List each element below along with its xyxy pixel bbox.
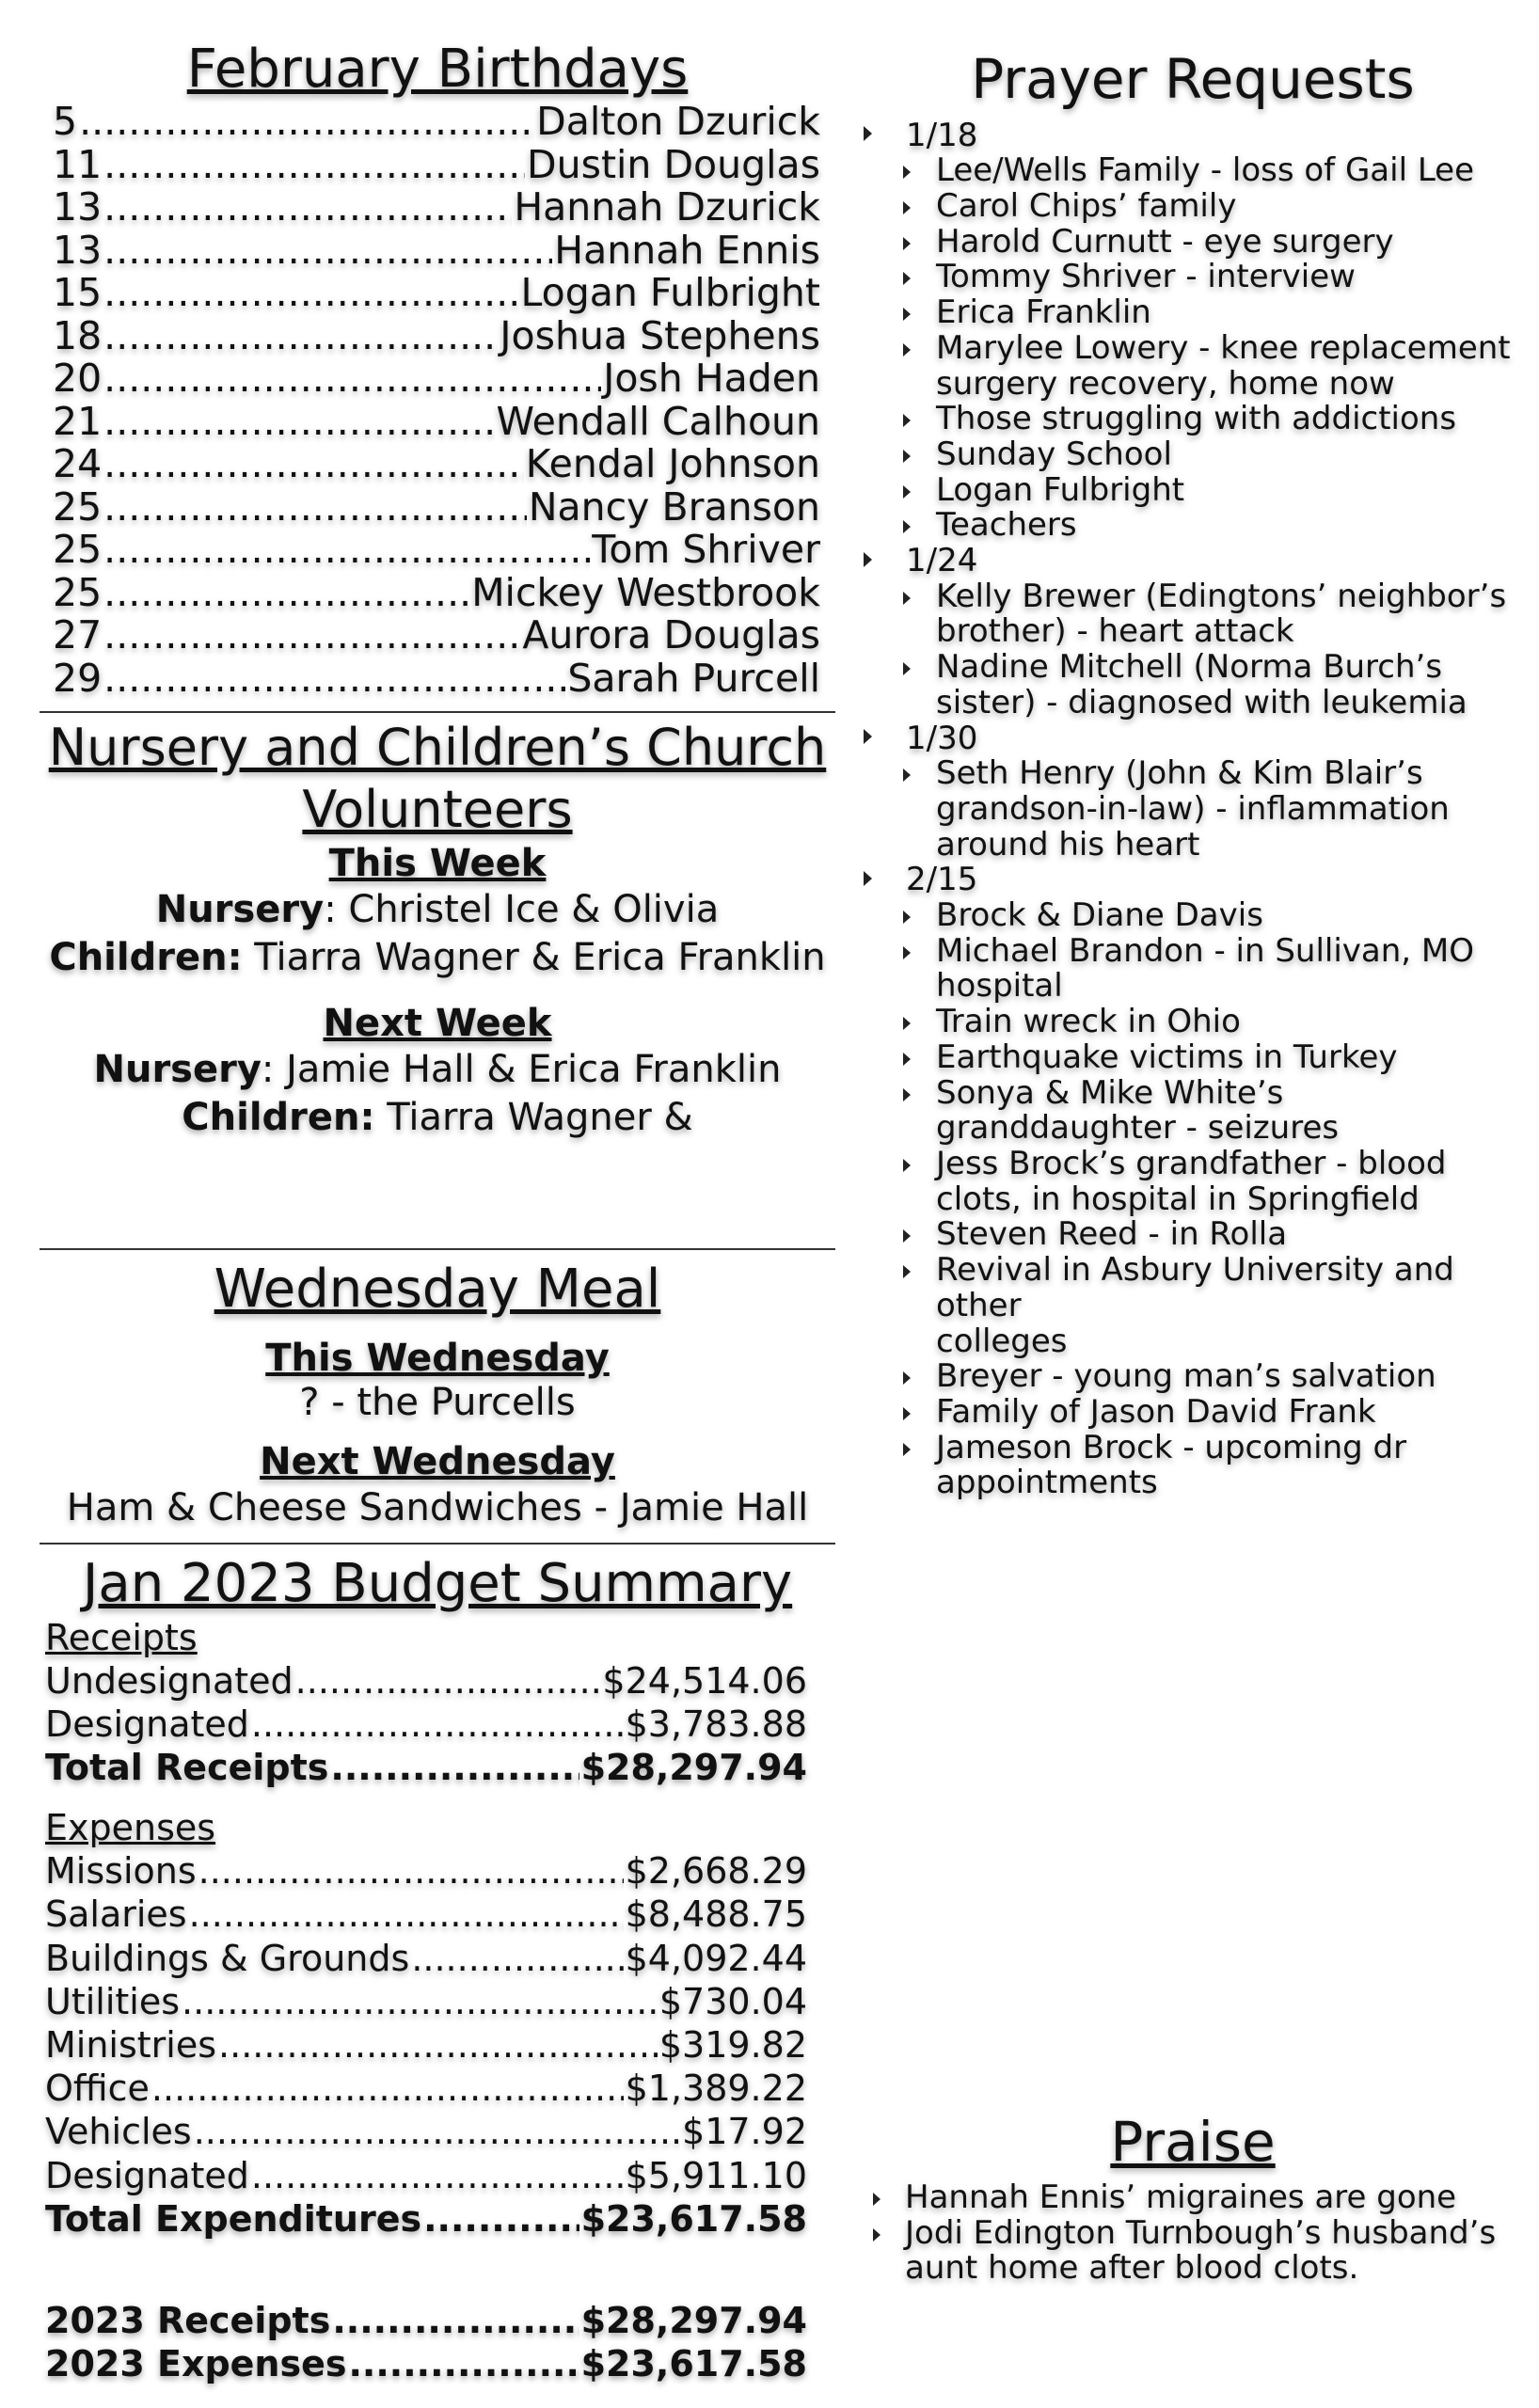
triangle-bullet-icon — [903, 308, 911, 321]
praise-item — [873, 2180, 1531, 2216]
birthday-row — [53, 483, 820, 530]
prayer-items — [864, 898, 1522, 1501]
triangle-bullet-icon — [873, 2193, 881, 2206]
praise-title: Praise — [1110, 2110, 1276, 2174]
prayer-date-label: 1/24 — [906, 542, 978, 580]
request-text — [936, 153, 1474, 189]
request-text — [936, 1392, 1376, 1431]
prayer-item — [864, 260, 1522, 295]
request-text — [936, 222, 1394, 261]
section-divider — [40, 1248, 835, 1250]
leader-dots — [103, 315, 498, 358]
prayer-item — [864, 437, 1522, 473]
prayer-date-label: 1/18 — [906, 116, 978, 154]
request-line: Kelly Brewer (Edingtons’ neighbor’s — [936, 577, 1507, 615]
triangle-bullet-icon — [903, 485, 911, 499]
birthday-name: Tom Shriver — [592, 527, 820, 573]
this-week-heading: This Week — [328, 842, 547, 886]
prayer-item — [864, 328, 1522, 403]
prayer-item — [864, 1392, 1522, 1431]
leader-dots — [103, 230, 552, 273]
receipts-heading: Receipts — [45, 1616, 198, 1658]
request-line: surgery recovery, home now — [936, 364, 1395, 403]
triangle-bullet-icon — [903, 592, 911, 605]
leader-dots — [295, 1659, 601, 1703]
birthday-row — [53, 569, 820, 615]
prayer-item — [864, 402, 1522, 437]
birthday-row — [53, 141, 820, 187]
triangle-bullet-icon — [903, 1017, 911, 1030]
row-amount: $28,297.94 — [580, 2300, 807, 2341]
prayer-item — [864, 189, 1522, 225]
budget-title: Jan 2023 Budget Summary — [82, 1553, 793, 1615]
birthday-name: Hannah Dzurick — [514, 184, 820, 230]
birthday-name: Aurora Douglas — [522, 612, 820, 658]
this-wednesday-heading: This Wednesday — [265, 1337, 610, 1381]
birthday-name: Logan Fulbright — [520, 270, 820, 316]
triangle-bullet-icon — [903, 450, 911, 463]
expense-row — [45, 1980, 807, 2023]
prayer-date — [864, 116, 1522, 154]
prayer-item — [864, 508, 1522, 544]
row-amount: $5,911.10 — [625, 2154, 807, 2196]
triangle-bullet-icon — [873, 2228, 881, 2242]
row-amount: $24,514.06 — [602, 1659, 807, 1702]
receipts-list — [45, 1659, 807, 1746]
prayer-item — [864, 898, 1522, 934]
birthday-day: 11 — [53, 141, 103, 187]
prayer-items — [864, 579, 1522, 721]
request-line: Tommy Shriver - interview — [936, 258, 1356, 296]
leader-dots — [251, 2154, 624, 2197]
request-line: appointments — [936, 1464, 1158, 1502]
request-text — [936, 437, 1172, 473]
row-amount: $23,617.58 — [580, 2197, 807, 2240]
right-column — [864, 38, 1522, 1501]
prayer-items — [864, 756, 1522, 863]
request-line: Seth Henry (John & Kim Blair’s — [936, 754, 1423, 793]
volunteers-title-line1: Nursery and Children’s Church — [48, 718, 827, 778]
prayer-date-group — [864, 721, 1522, 863]
prayer-item — [864, 1217, 1522, 1253]
request-text — [936, 650, 1468, 721]
leader-dots — [103, 572, 469, 615]
birthday-name: Dustin Douglas — [527, 141, 820, 187]
left-column — [40, 38, 835, 2385]
leader-dots — [194, 2110, 680, 2153]
prayer-item — [864, 579, 1522, 650]
children-names: Tiarra Wagner & Erica Franklin — [242, 936, 826, 980]
birthday-row — [53, 614, 820, 657]
birthday-row — [53, 443, 820, 486]
request-line: colleges — [936, 1322, 1068, 1360]
prayer-item — [864, 931, 1522, 1006]
expenses-heading: Expenses — [45, 1807, 216, 1849]
row-label: Total Receipts — [45, 1746, 329, 1788]
request-line: Jess Brock’s grandfather - blood — [936, 1144, 1447, 1182]
request-text — [936, 1005, 1241, 1040]
birthday-row — [53, 227, 820, 273]
row-label: 2023 Expenses — [45, 2343, 347, 2385]
birthday-day: 18 — [53, 312, 103, 358]
birthday-day: 5 — [53, 99, 78, 145]
prayer-date — [864, 721, 1522, 757]
prayer-item — [864, 650, 1522, 721]
birthday-name: Hannah Ennis — [554, 227, 820, 273]
leader-dots — [103, 443, 524, 486]
receipt-row — [45, 1659, 807, 1703]
leader-dots — [411, 1937, 623, 1980]
row-label: Vehicles — [45, 2111, 192, 2153]
birthday-name: Josh Haden — [603, 356, 820, 402]
triangle-bullet-icon — [903, 911, 911, 924]
triangle-bullet-icon — [903, 520, 911, 533]
prayer-item — [864, 470, 1522, 509]
prayer-item — [864, 153, 1522, 189]
birthday-row — [53, 529, 820, 572]
children-names: Tiarra Wagner & — [374, 1096, 693, 1140]
request-line: Those struggling with addictions — [936, 400, 1457, 438]
row-label: 2023 Receipts — [45, 2300, 331, 2341]
prayer-item — [864, 222, 1522, 261]
request-line: sister) - diagnosed with leukemia — [936, 683, 1468, 721]
request-text — [936, 260, 1356, 295]
birthdays-title: February Birthdays — [186, 39, 689, 100]
next-wednesday-heading: Next Wednesday — [260, 1440, 615, 1484]
birthday-list — [40, 101, 835, 700]
request-line: Erica Franklin — [936, 293, 1151, 332]
request-line: Breyer - young man’s salvation — [936, 1357, 1436, 1396]
birthday-name: Mickey Westbrook — [471, 569, 820, 615]
expense-row — [45, 2154, 807, 2197]
row-amount: $319.82 — [658, 2023, 807, 2066]
request-text — [936, 931, 1475, 1006]
leader-dots — [218, 2023, 658, 2067]
row-label: Salaries — [45, 1893, 187, 1936]
prayer-item — [864, 1359, 1522, 1395]
birthday-row — [53, 657, 820, 701]
leader-dots — [103, 486, 527, 530]
request-text — [936, 189, 1236, 225]
row-label: Utilities — [45, 1980, 181, 2022]
children-label: Children: — [49, 936, 243, 980]
request-text — [936, 1428, 1407, 1502]
row-label: Office — [45, 2067, 150, 2110]
row-label: Buildings & Grounds — [45, 1937, 410, 1979]
expense-row — [45, 2023, 807, 2067]
request-line: Nadine Mitchell (Norma Burch’s — [936, 648, 1443, 687]
next-wednesday-text: Ham & Cheese Sandwiches - Jamie Hall — [66, 1486, 809, 1530]
expense-row — [45, 1849, 807, 1893]
triangle-bullet-icon — [903, 343, 911, 356]
prayer-date — [864, 863, 1522, 898]
triangle-bullet-icon — [903, 1371, 911, 1385]
leader-dots — [103, 657, 565, 701]
praise-list — [873, 2180, 1531, 2287]
prayer-date-group — [864, 863, 1522, 1501]
prayer-items — [864, 153, 1522, 544]
row-amount: $17.92 — [682, 2111, 807, 2153]
leader-dots — [151, 2067, 624, 2110]
year-expenses-row — [45, 2342, 807, 2385]
request-line: granddaughter - seizures — [936, 1109, 1340, 1148]
triangle-bullet-icon — [903, 237, 911, 250]
birthday-row — [53, 272, 820, 315]
triangle-bullet-icon — [864, 552, 872, 567]
request-line: brother) - heart attack — [936, 612, 1294, 651]
request-line: Earthquake victims in Turkey — [936, 1038, 1398, 1076]
triangle-bullet-icon — [903, 662, 911, 675]
prayer-item — [864, 1073, 1522, 1148]
birthday-day: 15 — [53, 270, 103, 316]
triangle-bullet-icon — [903, 272, 911, 285]
triangle-bullet-icon — [903, 1407, 911, 1420]
total-expenditures-row — [45, 2197, 807, 2241]
volunteers-title — [40, 717, 835, 841]
request-line: Revival in Asbury University and other — [936, 1251, 1454, 1324]
row-amount: $3,783.88 — [625, 1703, 807, 1745]
request-line: around his heart — [936, 825, 1200, 863]
request-text — [936, 470, 1185, 509]
request-line: aunt home after blood clots. — [905, 2249, 1359, 2288]
leader-dots — [103, 529, 590, 572]
birthday-row — [53, 101, 820, 144]
birthday-name: Dalton Dzurick — [536, 99, 820, 145]
row-amount: $28,297.94 — [580, 1746, 807, 1788]
row-label: Designated — [45, 2154, 249, 2196]
birthday-day: 20 — [53, 356, 103, 402]
birthday-row — [53, 186, 820, 230]
total-receipts-row — [45, 1746, 807, 1789]
prayer-date — [864, 544, 1522, 579]
row-label: Undesignated — [45, 1659, 294, 1702]
next-week-heading: Next Week — [323, 1002, 552, 1046]
request-text — [936, 328, 1511, 403]
year-receipts-row — [45, 2299, 807, 2342]
request-line: Michael Brandon - in Sullivan, MO — [936, 931, 1475, 970]
nursery-sep: : — [324, 888, 349, 932]
birthday-day: 24 — [53, 441, 103, 487]
request-line: Hannah Ennis’ migraines are gone — [905, 2178, 1457, 2216]
request-line: Harold Curnutt - eye surgery — [936, 222, 1394, 261]
prayer-list — [864, 116, 1522, 1502]
praise-item — [873, 2213, 1531, 2288]
next-week-children — [40, 1094, 835, 1142]
request-line: clots, in hospital in Springfield — [936, 1180, 1420, 1218]
expense-row — [45, 2110, 807, 2153]
nursery-label: Nursery — [155, 888, 325, 932]
row-amount: $4,092.44 — [625, 1937, 807, 1979]
section-divider — [40, 1543, 835, 1545]
triangle-bullet-icon — [903, 1229, 911, 1243]
prayer-date-label: 2/15 — [906, 861, 978, 899]
leader-dots — [103, 144, 525, 187]
request-text — [936, 1359, 1436, 1395]
this-week-nursery — [40, 886, 835, 934]
row-label: Total Expenditures — [45, 2197, 422, 2240]
request-line: Logan Fulbright — [936, 470, 1185, 509]
birthday-name: Joshua Stephens — [500, 312, 820, 358]
birthday-row — [53, 357, 820, 401]
row-amount: $8,488.75 — [625, 1893, 807, 1936]
leader-dots — [103, 272, 518, 315]
request-line: Carol Chips’ family — [936, 187, 1237, 225]
triangle-bullet-icon — [903, 201, 911, 214]
nursery-names: Christel Ice & Olivia — [348, 888, 720, 932]
birthday-name: Nancy Branson — [528, 483, 820, 530]
birthday-day: 27 — [53, 612, 103, 658]
triangle-bullet-icon — [903, 1088, 911, 1101]
triangle-bullet-icon — [903, 166, 911, 179]
prayer-item — [864, 1040, 1522, 1076]
request-line: Lee/Wells Family - loss of Gail Lee — [936, 151, 1475, 190]
request-text — [936, 579, 1506, 650]
nursery-sep: : — [261, 1048, 287, 1092]
row-amount: $2,668.29 — [625, 1850, 807, 1893]
prayer-item — [864, 1428, 1522, 1502]
birthday-row — [53, 398, 820, 444]
prayer-item — [864, 1005, 1522, 1040]
expense-row — [45, 1893, 807, 1936]
row-amount: $1,389.22 — [625, 2067, 807, 2110]
request-line: Jodi Edington Turnbough’s husband’s — [905, 2213, 1497, 2252]
request-text — [936, 295, 1151, 331]
birthday-day: 25 — [53, 483, 103, 530]
volunteers-title-line2: Volunteers — [302, 780, 573, 840]
birthday-day: 25 — [53, 527, 103, 573]
meal-title: Wednesday Meal — [214, 1259, 661, 1321]
row-label: Missions — [45, 1850, 197, 1893]
prayer-item — [864, 1144, 1522, 1218]
birthday-name: Kendal Johnson — [525, 441, 820, 487]
request-line: Teachers — [936, 506, 1077, 545]
birthday-day: 29 — [53, 655, 103, 701]
row-label: Designated — [45, 1703, 249, 1745]
request-line: Jameson Brock - upcoming dr — [936, 1428, 1407, 1466]
prayer-date-label: 1/30 — [906, 719, 978, 757]
request-text — [905, 2180, 1456, 2216]
prayer-title: Prayer Requests — [971, 47, 1415, 111]
row-amount: $730.04 — [658, 1980, 807, 2022]
request-line: Train wreck in Ohio — [936, 1003, 1241, 1041]
row-label: Ministries — [45, 2023, 217, 2066]
request-line: Marylee Lowery - knee replacement — [936, 328, 1511, 367]
this-wednesday-text: ? - the Purcells — [299, 1381, 576, 1425]
request-line: Steven Reed - in Rolla — [936, 1215, 1288, 1254]
request-line: Brock & Diane Davis — [936, 896, 1263, 935]
nursery-label: Nursery — [93, 1048, 262, 1092]
expense-row — [45, 2067, 807, 2110]
row-amount: $23,617.58 — [580, 2343, 807, 2385]
birthday-day: 21 — [53, 398, 103, 444]
request-text — [936, 1217, 1287, 1253]
request-text — [936, 1253, 1522, 1359]
triangle-bullet-icon — [864, 126, 872, 141]
leader-dots — [251, 1703, 624, 1746]
request-text — [936, 1073, 1340, 1148]
prayer-item — [864, 295, 1522, 331]
leader-dots — [189, 1893, 624, 1936]
prayer-item — [864, 1253, 1522, 1359]
leader-dots — [79, 101, 534, 144]
prayer-item — [864, 756, 1522, 863]
triangle-bullet-icon — [903, 1159, 911, 1172]
leader-dots — [103, 614, 520, 657]
birthday-day: 13 — [53, 184, 103, 230]
birthday-row — [53, 312, 820, 358]
leader-dots — [198, 1849, 624, 1893]
nursery-names: Jamie Hall & Erica Franklin — [286, 1048, 782, 1092]
request-line: Sonya & Mike White’s — [936, 1073, 1284, 1112]
request-text — [936, 1144, 1447, 1218]
triangle-bullet-icon — [864, 729, 872, 744]
request-line: Family of Jason David Frank — [936, 1392, 1376, 1431]
triangle-bullet-icon — [903, 1053, 911, 1066]
budget-summary — [40, 1616, 835, 2386]
birthday-day: 13 — [53, 227, 103, 273]
next-week-nursery — [40, 1046, 835, 1094]
this-week-children — [40, 934, 835, 982]
request-line: grandson-in-law) - inflammation — [936, 789, 1450, 828]
receipt-row — [45, 1703, 807, 1746]
triangle-bullet-icon — [903, 1443, 911, 1456]
triangle-bullet-icon — [903, 414, 911, 427]
birthday-name: Wendall Calhoun — [496, 398, 820, 444]
leader-dots — [182, 1980, 658, 2023]
triangle-bullet-icon — [903, 768, 911, 782]
request-text — [936, 402, 1456, 437]
request-text — [936, 898, 1263, 934]
triangle-bullet-icon — [903, 1265, 911, 1278]
request-text — [936, 756, 1450, 863]
prayer-date-group — [864, 544, 1522, 721]
triangle-bullet-icon — [903, 946, 911, 959]
leader-dots — [103, 401, 494, 444]
request-line: Sunday School — [936, 435, 1172, 473]
expenses-list — [45, 1849, 807, 2197]
children-label: Children: — [182, 1096, 375, 1140]
request-text — [905, 2213, 1497, 2288]
request-text — [936, 1040, 1397, 1076]
request-line: hospital — [936, 967, 1063, 1006]
leader-dots — [103, 357, 601, 401]
birthday-day: 25 — [53, 569, 103, 615]
leader-dots — [103, 186, 512, 230]
birthday-name: Sarah Purcell — [567, 655, 820, 701]
section-divider — [40, 711, 835, 713]
request-text — [936, 508, 1077, 544]
prayer-date-group — [864, 116, 1522, 545]
triangle-bullet-icon — [864, 871, 872, 886]
expense-row — [45, 1937, 807, 1980]
